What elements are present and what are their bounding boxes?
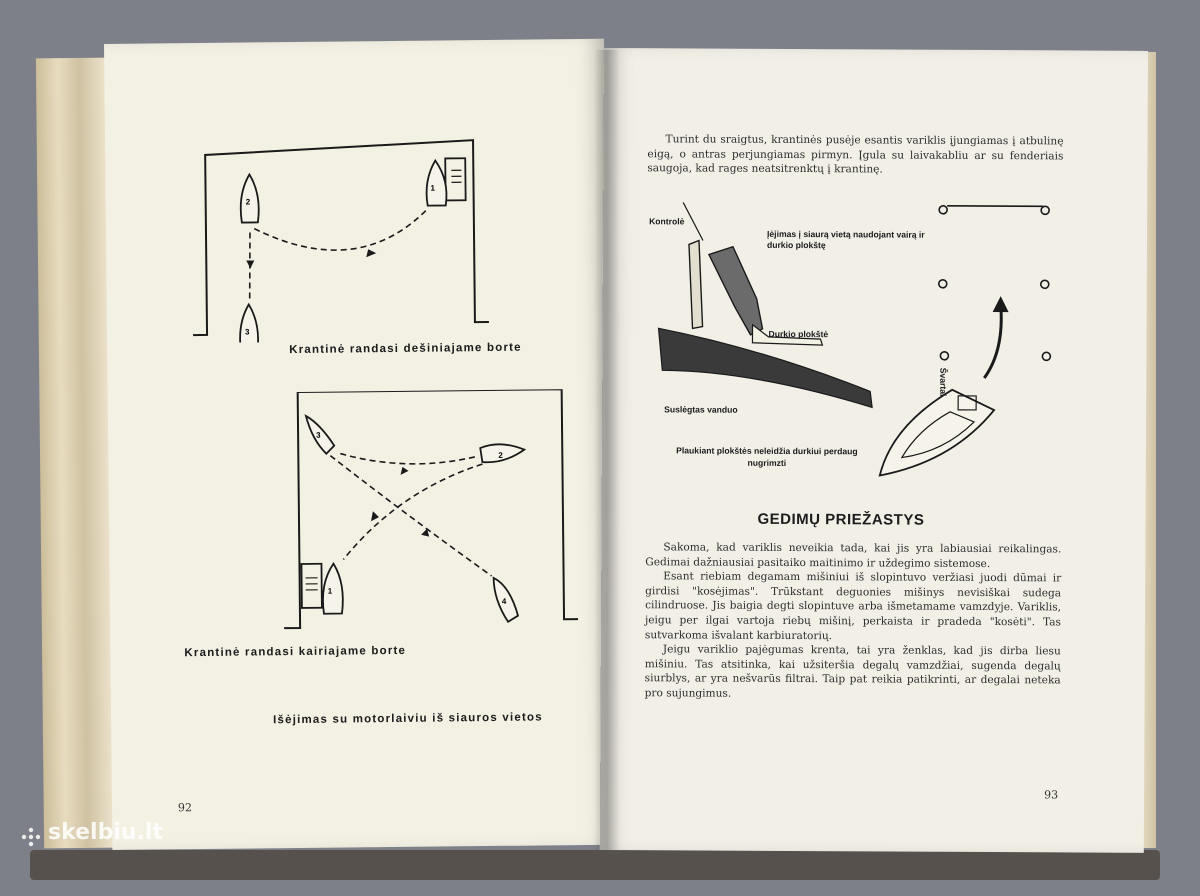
caption-main: Išėjimas su motorlaiviu iš siauros vietos [273,711,543,727]
left-page [104,39,612,850]
boat-bottom-1 [323,564,343,614]
body-paragraph-1: Sakoma, kad variklis neveikia tada, kai jis yra labiausiai reikalingas. Gedimai dažniausiai pasitaiko maitinimo ir uždegimo sistemose. [645,541,1062,570]
body-text [645,540,1062,703]
label-entry-text: Įėjimas į siaurą vietą naudojant vairą ir durkio plokštę [766,228,925,251]
body-paragraph-2: Esant riebiam degamam mišiniui iš slopintuvo veržiasi juodi dūmai ir girdisi "kosėjimas". Trūkstant deguonies mišinys nevisiškai sudega cilindruose. Jis baigia degti slopintuve arba išmetamame vamzdyje. Variklis, jeigu per ilgai vartoja riebų mišinį, perkaista ir pradeda "kosėti". Tas sutvarkoma išvalant karbiuratorių. [644,570,1062,642]
label-sailing-text: Plaukiant plokštės neleidžia durkiui perdaug nugrimzti [676,445,858,468]
caption-top: Krantinė randasi dešiniajame borte [289,341,522,357]
watermark-text: skelbiu.lt [48,820,163,845]
label-vertical: Švartai [938,367,949,397]
right-page [600,48,1148,853]
path-bottom-c [330,454,491,578]
transom [689,240,703,328]
book-gutter [594,50,620,850]
caption-bottom: Krantinė randasi kairiajame borte [184,644,407,660]
book-cover-edge [30,850,1160,880]
dock-block-bottom [301,564,321,608]
label-water: Suslėgtas vanduo [664,404,738,415]
boat-top-3 [240,304,259,344]
boat-label-bottom-2: 2 [498,450,503,460]
dock-block-top [445,158,465,200]
boat-label-bottom-3: 3 [316,430,321,440]
page-number-right: 93 [1044,788,1059,802]
intro-text: Turint du sraigtus, krantinės pusėje esantis variklis įjungiamas į atbulinę eigą, o antras perjungiamas pirmyn. Įgula su laivakabliu ar su fenderiais saugoja, kad rages neatsitrenktų į krantinę. [647,133,1064,176]
watermark-logo-icon [20,826,42,848]
label-plate: Durkio plokštė [768,328,829,340]
maneuver-diagram-top [104,39,607,344]
entry-arrow [984,304,1001,378]
page-number-left: 92 [177,801,193,815]
body-paragraph-3: Jeigu variklio pajėgumas krenta, tai yra ženklas, kad jis dirba liesu mišiniu. Tas atsitinka, kai užsiteršia degalų vamzdžiai, sugenda degalų siurblys, ar yra nešvarūs filtrai. Taip pat reikia patikrinti, ar degalai neteka pro sujungimus. [644,643,1061,700]
label-sailing [672,444,862,469]
boat-label-top-3: 3 [244,327,250,337]
path-bottom-b [342,464,483,559]
boat-label-top-1: 1 [430,183,436,193]
boat-label-bottom-1: 1 [327,586,333,596]
intro-paragraph [647,132,1063,178]
label-kontrole: Kontrolė [649,216,685,227]
label-entry [767,229,947,252]
path-top-arc [254,211,426,251]
section-heading: GEDIMŲ PRIEŽASTYS [757,510,925,529]
pier-outline-top [191,140,489,335]
outboard-motor [709,247,763,335]
boat-label-top-2: 2 [245,197,251,207]
page-edges-left [36,58,116,849]
boat-top-view [880,389,994,476]
path-bottom-a [340,452,478,465]
boat-label-bottom-4: 4 [501,596,507,606]
boat-top-1 [426,160,446,205]
